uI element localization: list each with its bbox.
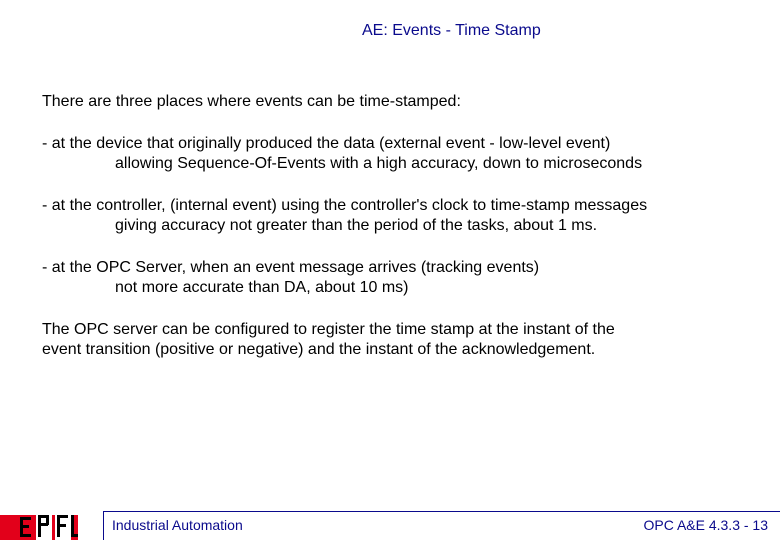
- conclusion-line: event transition (positive or negative) and the instant of the acknowledgement.: [42, 341, 596, 358]
- slide-body: [42, 92, 762, 382]
- footer-course-label: Industrial Automation: [112, 517, 243, 533]
- item-detail: not more accurate than DA, about 10 ms): [115, 279, 409, 296]
- intro-text: There are three places where events can be time-stamped:: [42, 93, 461, 110]
- item-line: - at the controller, (internal event) using the controller's clock to time-stamp messages: [42, 197, 648, 214]
- footer-page-number: OPC A&E 4.3.3 - 13: [643, 517, 768, 533]
- slide-title: AE: Events - Time Stamp: [362, 22, 541, 39]
- conclusion-text: [42, 320, 762, 360]
- footer-separator: [103, 511, 104, 540]
- item-detail: giving accuracy not greater than the period of the tasks, about 1 ms.: [115, 217, 598, 234]
- list-item: [42, 258, 762, 298]
- epfl-logo: [0, 509, 78, 540]
- item-line: - at the device that originally produced the data (external event - low-level event): [42, 135, 611, 152]
- list-item: [42, 196, 762, 236]
- conclusion-line: The OPC server can be configured to register the time stamp at the instant of the: [42, 321, 615, 338]
- list-item: [42, 134, 762, 174]
- item-line: - at the OPC Server, when an event message arrives (tracking events): [42, 259, 540, 276]
- item-detail: allowing Sequence-Of-Events with a high accuracy, down to microseconds: [115, 155, 643, 172]
- footer-divider: [103, 511, 780, 512]
